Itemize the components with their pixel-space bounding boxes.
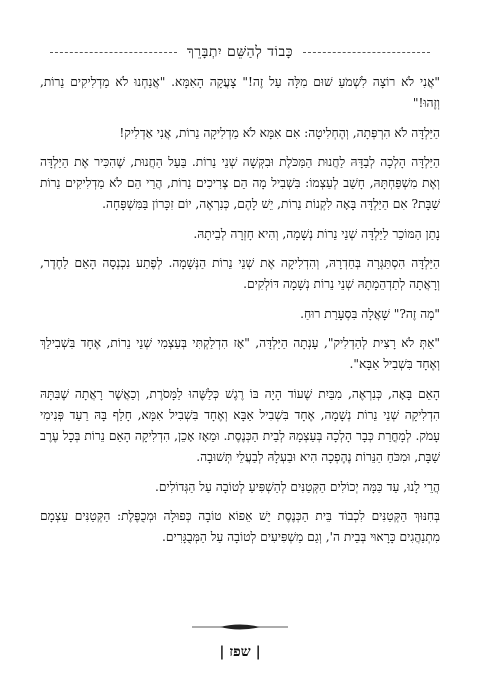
paragraph: הַיַּלְדָּה לֹא הִרְפְּתָה, וְהֶחְלִיטָה: אִם אִמָּא לֹא מַדְלִיקָה נֵרוֹת, אֲנִי אַדְלִיק! xyxy=(119,125,440,140)
paragraph: נָתַן הַמּוֹכֵר לַיַּלְדָּה שְׁנֵי נֵרוֹת נְשָׁמָה, וְהִיא חָזְרָה לְבֵיתָהּ. xyxy=(193,226,440,241)
running-title: כָּבוֹד לְהַשֵּׁם יִתְבָּרֵךְ xyxy=(186,43,294,60)
header-rule-left xyxy=(50,52,177,53)
page-number: | שפז | xyxy=(219,644,261,660)
header-rule-right xyxy=(303,52,430,53)
paragraph: "מָה זֶה?" שָׁאֲלָה בִּסְעָרַת רוּחַ. xyxy=(300,306,440,321)
paragraph: הַיַּלְדָּה הִסְתַּגְּרָה בְּחַדְרָהּ, וְהִדְלִיקָה אֶת שְׁנֵי נֵרוֹת הַנְּשָׁמָה. לְפֶתַע נִכְנְסָה הָאֵם לַחֶדֶר, וְרָאֲתָה לְתַדְהֵמָתָהּ שְׁנֵי נֵרוֹת נְשָׁמָה דּוֹלְקִים. xyxy=(40,256,440,292)
paragraph: "אֲנִי לֹא רוֹצָה לִשְׁמֹעַ שׁוּם מִלָּה עַל זֶה!" צָעֲקָה הָאִמָּא. "אֲנַחְנוּ לֹא מַדְלִיקִים נֵרוֹת, וְזֶהוּ!" xyxy=(40,75,440,111)
paragraph: בְּחִנּוּךְ הַקְּטַנִּים לִכְבוֹד בֵּית הַכְּנֶסֶת יֵשׁ אֵפוֹא טוֹבָה כְּפוּלָה וּמְכֻפֶּלֶת: הַקְּטַנִּים עַצְמָם מִתְנַהֲגִים כָּרָאוּי בְּבֵית ה', וְגַם מַשְׁפִּיעִים לְטוֹבָה עַל הַמְּבֻגָּרִים. xyxy=(40,509,440,545)
paragraph: הַיַּלְדָּה הָלְכָה לְבַדָּהּ לַחֲנוּת הַמַּכֹּלֶת וּבִקְּשָׁה שְׁנֵי נֵרוֹת. בַּעַל הַחֲנוּת, שֶׁהִכִּיר אֶת הַיַּלְדָּה וְאֶת מִשְׁפַּחְתָּהּ, חָשַׁב לְעַצְמוֹ: בִּשְׁבִיל מָה הֵם צְרִיכִים נֵרוֹת, הֲרֵי הֵם לֹא מַדְלִיקִים נֵרוֹת שַׁבָּת? אִם הַיַּלְדָּה בָּאָה לִקְנוֹת נֵרוֹת, יֵשׁ לָהֶם, כְּנִרְאֶה, יוֹם זִכָּרוֹן בַּמִּשְׁפָּחָה. xyxy=(40,154,440,212)
paragraph: "אַתְּ לֹא רָצִית לְהַדְלִיק", עָנְתָה הַיַּלְדָּה, "אָז הִדְלַקְתִּי בְּעַצְמִי שְׁנֵי נֵרוֹת, אֶחָד בִּשְׁבִילֵךְ וְאֶחָד בִּשְׁבִיל אַבָּא". xyxy=(40,335,440,372)
divider-ornament xyxy=(190,622,290,632)
running-header xyxy=(40,44,440,60)
page-body xyxy=(40,72,440,557)
paragraph: הָאֵם בָּאָה, כְּנִרְאֶה, מִבַּיִת שֶׁעוֹד הָיָה בּוֹ רֶגֶשׁ כְּלַשֶּׁהוּ לַמָּסֹרֶת, וְכַאֲשֶׁר רָאֲתָה שֶׁבִּתָּהּ הִדְלִיקָה שְׁנֵי נֵרוֹת נְשָׁמָה, אֶחָד בִּשְׁבִיל אַבָּא וְאֶחָד בִּשְׁבִיל אִמָּא, חָלַף בָּהּ רַעַד פְּנִימִי עָמֹק. לְמָחֳרַת כְּבָר הָלְכָה בְּעַצְמָהּ לְבֵית הַכְּנֶסֶת. וּמֵאָז אָכֵן, הִדְלִיקָה הָאֵם נֵרוֹת בְּכָל עֶרֶב שַׁבָּת, וּמִכֹּחַ הַנֵּרוֹת נֶהֶפְכָה הִיא וּבַעְלָהּ לְבַעֲלֵי תְּשׁוּבָה. xyxy=(40,386,440,465)
paragraph: הֲרֵי לָנוּ, עַד כַּמָּה יְכוֹלִים הַקְּטַנִּים לְהַשְׁפִּיעַ לְטוֹבָה עַל הַגְּדוֹלִים. xyxy=(155,479,440,494)
